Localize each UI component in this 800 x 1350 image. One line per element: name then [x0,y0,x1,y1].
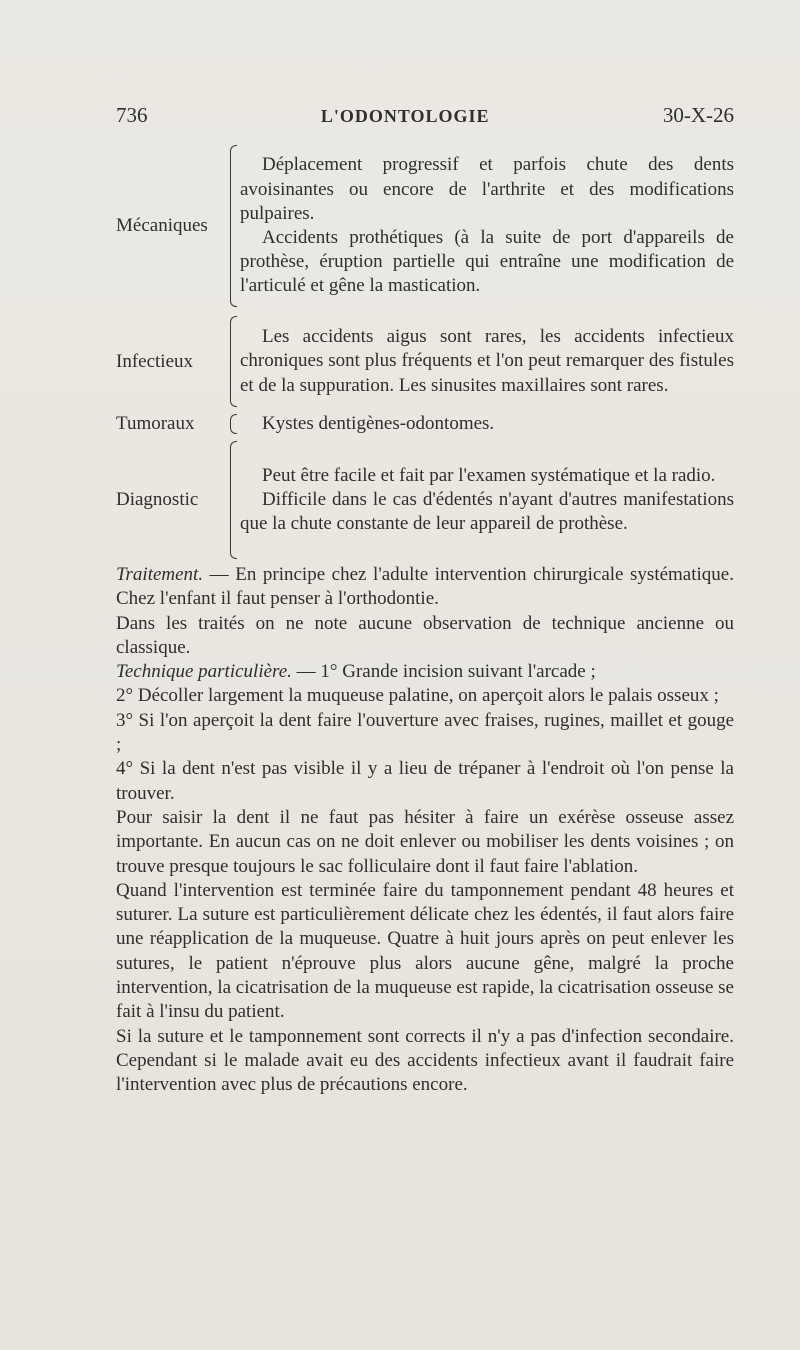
technique-heading: Technique particulière. [116,661,292,683]
traitement-heading: Traitement. [116,564,204,585]
paragraph-step-4: 4° Si la dent n'est pas visible il y a lieu de trépaner à l'endroit où l'on pense la trouver. [116,758,734,804]
brace [226,142,240,310]
paragraph-technique [116,660,734,684]
classification-row-mecaniques [116,142,734,310]
journal-title: L'ODONTOLOGIE [320,106,490,126]
row-label: Mécaniques [116,215,208,236]
paragraph-traites: Dans les traités on ne note aucune observation de technique ancienne ou classique. [116,612,734,658]
body-text [116,563,734,1098]
brace [226,313,240,410]
traitement-text: — En principe chez l'adulte intervention chirurgicale systématique. Chez l'enfant il faut penser à l'orthodontie. [116,564,734,610]
paragraph-step-3: 3° Si l'on aperçoit la dent faire l'ouverture avec fraises, rugines, maillet et gouge ; [116,709,734,756]
paragraph: Les accidents aigus sont rares, les accidents infectieux chroniques sont plus fréquents et l'on peut remarquer des fistules et de la suppuration. Les sinusites maxillaires sont rares. [240,326,734,396]
paragraph-traitement [116,563,734,612]
row-content [240,153,734,298]
paragraph-quand: Quand l'intervention est terminée faire du tamponnement pendant 48 heures et suturer. La suture est particulièrement délicate chez les édentés, il faut alors faire une réapplication de la muqueuse. Quatre à huit jours après on peut enlever les sutures, le patient n'éprouve plus alors aucune gêne, malgré la proche intervention, la cicatrisation de la muqueuse est rapide, la cicatrisation osseuse se fait à l'insu du patient. [116,879,734,1023]
row-content [240,412,734,436]
paragraph: Difficile dans le cas d'édentés n'ayant d'autres manifestations que la chute constante de leur appareil de prothèse. [240,488,734,535]
paragraph: Accidents prothétiques (à la suite de port d'appareils de prothèse, éruption partielle qui entraîne une modification de l'articulé et gêne la mastication. [240,227,734,297]
issue-date: 30-X-26 [662,103,734,127]
classification-row-infectieux [116,313,734,410]
row-content [240,464,734,537]
row-label: Infectieux [116,350,194,372]
brace [226,438,240,562]
technique-text: — 1° Grande incision suivant l'arcade ; [291,661,596,683]
running-header [116,103,734,133]
paragraph-step-2: 2° Décoller largement la muqueuse palatine, on aperçoit alors le palais osseux ; [116,685,719,707]
classification-row-tumoraux [116,411,734,437]
row-label: Tumoraux [116,413,195,434]
row-content [240,325,734,398]
page-number: 736 [116,103,148,127]
classification-row-diagnostic [116,438,734,562]
paragraph: Peut être facile et fait par l'examen systématique et la radio. [262,464,716,486]
paragraph-saisir: Pour saisir la dent il ne faut pas hésiter à faire un exérèse osseuse assez importante. En aucun cas on ne doit enlever ou mobiliser les dents voisines ; on trouve presque toujours le sac folliculaire dont il faut faire l'ablation. [116,806,734,877]
paragraph: Kystes dentigènes-odontomes. [262,412,495,434]
paragraph: Déplacement progressif et parfois chute des dents avoisinantes ou encore de l'arthrite et des modifications pulpaires. [240,154,734,224]
classification-table [116,142,734,562]
row-label: Diagnostic [116,489,199,510]
brace [226,411,240,437]
paragraph-si: Si la suture et le tamponnement sont corrects il n'y a pas d'infection secondaire. Cependant si le malade avait eu des accidents infectieux avant il faudrait faire l'intervention avec plus de précautions encore. [116,1025,734,1096]
